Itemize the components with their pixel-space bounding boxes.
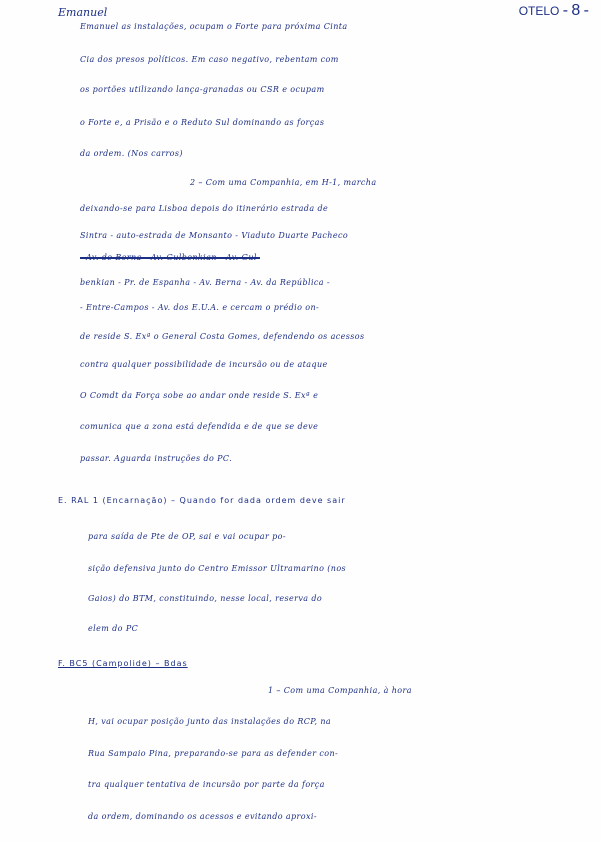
text-line: Sintra - auto-estrada de Monsanto - Viaduto Duarte Pacheco xyxy=(80,231,349,240)
text-line: da ordem. (Nos carros) xyxy=(80,149,183,158)
text-line: elem do PC xyxy=(88,624,139,633)
text-line: Emanuel as instalações, ocupam o Forte para próxima Cinta xyxy=(80,22,348,31)
section-f-heading: F. BC5 (Campolide) – Bdas xyxy=(58,659,188,668)
text-line: 1 – Com uma Companhia, à hora xyxy=(268,686,412,695)
text-line: os portões utilizando lança-granadas ou CSR e ocupam xyxy=(80,85,325,94)
text-line: benkian - Pr. de Espanha - Av. Berna - Av. da República - xyxy=(80,278,331,287)
section-e-heading: E. RAL 1 (Encarnação) – Quando for dada ordem deve sair xyxy=(58,496,346,505)
text-line: H, vai ocupar posição junto das instalações do RCP, na xyxy=(88,717,332,726)
text-line: deixando-se para Lisboa depois do itinerário estrada de xyxy=(80,204,329,213)
text-line: passar. Aguarda instruções do PC. xyxy=(80,454,233,463)
text-line: da ordem, dominando os acessos e evitando aproxi- xyxy=(88,812,317,821)
text-line: contra qualquer possibilidade de incursão ou de ataque xyxy=(80,360,328,369)
text-line: Cia dos presos políticos. Em caso negativo, rebentam com xyxy=(80,55,339,64)
text-line: - Entre-Campos - Av. dos E.U.A. e cercam o prédio on- xyxy=(80,303,320,312)
text-line: tra qualquer tentativa de incursão por parte da força xyxy=(88,780,325,789)
page-number-value: 8 xyxy=(571,2,581,19)
text-line: Rua Sampaio Pina, preparando-se para as defender con- xyxy=(88,749,339,758)
crossed-out-line: - Av. de Berna - Av. Gulbenkian - Av. Gul- xyxy=(80,253,260,262)
text-line: O Comdt da Força sobe ao andar onde reside S. Exª e xyxy=(80,391,319,400)
insertion-above-line: Emanuel xyxy=(58,6,108,19)
text-line: sição defensiva junto do Centro Emissor Ultramarino (nos xyxy=(88,564,347,573)
text-line: Gaios) do BTM, constituindo, nesse local, reserva do xyxy=(88,594,323,603)
text-line: de reside S. Exª o General Costa Gomes, defendendo os acessos xyxy=(80,332,365,341)
text-line: comunica que a zona está defendida e de que se deve xyxy=(80,422,319,431)
text-line: 2 – Com uma Companhia, em H-1, marcha xyxy=(190,178,377,187)
page-number-label: OTELO xyxy=(518,4,560,18)
text-line: para saída de Pte de OP, sai e vai ocupar po- xyxy=(88,532,286,541)
page-number: OTELO - 8 - xyxy=(518,2,589,19)
text-line: o Forte e, a Prisão e o Reduto Sul dominando as forças xyxy=(80,118,325,127)
